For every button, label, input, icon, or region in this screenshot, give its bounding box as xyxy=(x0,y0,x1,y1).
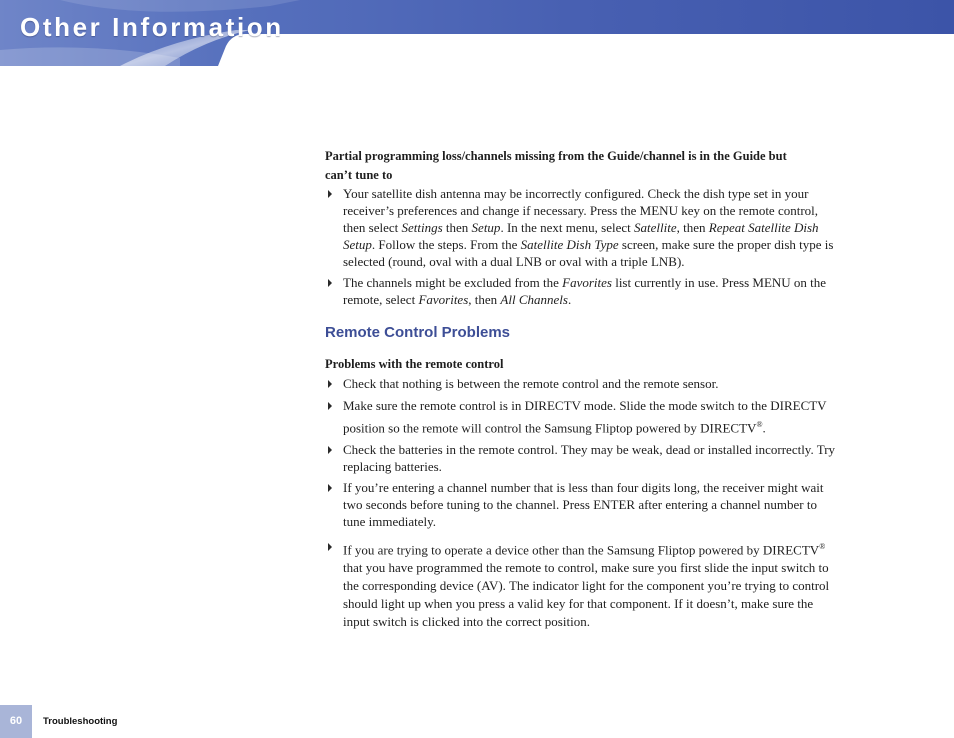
bullet-arrow-icon xyxy=(328,402,332,410)
problem-heading-remote: Problems with the remote control xyxy=(325,357,504,371)
footer-section-label: Troubleshooting xyxy=(43,716,118,727)
header-banner xyxy=(0,0,954,66)
bullet-arrow-icon xyxy=(328,446,332,454)
problem-heading-programming-loss: Partial programming loss/channels missing from the Guide/channel is in the Guide but can’t tune to xyxy=(325,149,787,182)
main-content xyxy=(325,147,841,635)
list-item: Your satellite dish antenna may be incorrectly configured. Check the dish type set in your receiver’s preferences and change if necessary. Press the MENU key on the remote control, then select Settings then Setup. In the next menu, select Satellite, then Repeat Satellite Dish Setup. Follow the steps. From the Satellite Dish Type screen, make sure the proper dish type is selected (round, oval with a dual LNB or oval with a triple LNB). xyxy=(325,185,841,270)
programming-loss-list xyxy=(325,185,841,308)
section-heading-remote-control: Remote Control Problems xyxy=(325,324,511,341)
list-item: If you’re entering a channel number that is less than four digits long, the receiver might wait two seconds before tuning to the channel. Press ENTER after entering a channel number to tune immediately. xyxy=(325,479,841,530)
list-item: If you are trying to operate a device other than the Samsung Fliptop powered by DIRECTV® that you have programmed the remote to control, make sure you first slide the input switch to the corresponding device (AV). The indicator light for the component you’re trying to control should light up when you press a valid key for that component. If it doesn’t, make sure the input switch is clicked into the correct position. xyxy=(325,538,841,630)
list-item: Check the batteries in the remote control. They may be weak, dead or installed incorrectly. Try replacing batteries. xyxy=(325,441,841,475)
list-item: Make sure the remote control is in DIRECTV mode. Slide the mode switch to the DIRECTV position so the remote will control the Samsung Fliptop powered by DIRECTV®. xyxy=(325,396,841,437)
list-item: The channels might be excluded from the Favorites list currently in use. Press MENU on the remote, select Favorites, then All Channels. xyxy=(325,274,841,308)
page-number: 60 xyxy=(0,705,32,738)
page-footer xyxy=(0,705,300,738)
list-item: Check that nothing is between the remote control and the remote sensor. xyxy=(325,375,841,392)
page-title: Other Information xyxy=(20,12,284,42)
bullet-arrow-icon xyxy=(328,190,332,198)
bullet-arrow-icon xyxy=(328,543,332,551)
remote-problems-list xyxy=(325,375,841,631)
bullet-arrow-icon xyxy=(328,484,332,492)
bullet-arrow-icon xyxy=(328,279,332,287)
bullet-arrow-icon xyxy=(328,380,332,388)
